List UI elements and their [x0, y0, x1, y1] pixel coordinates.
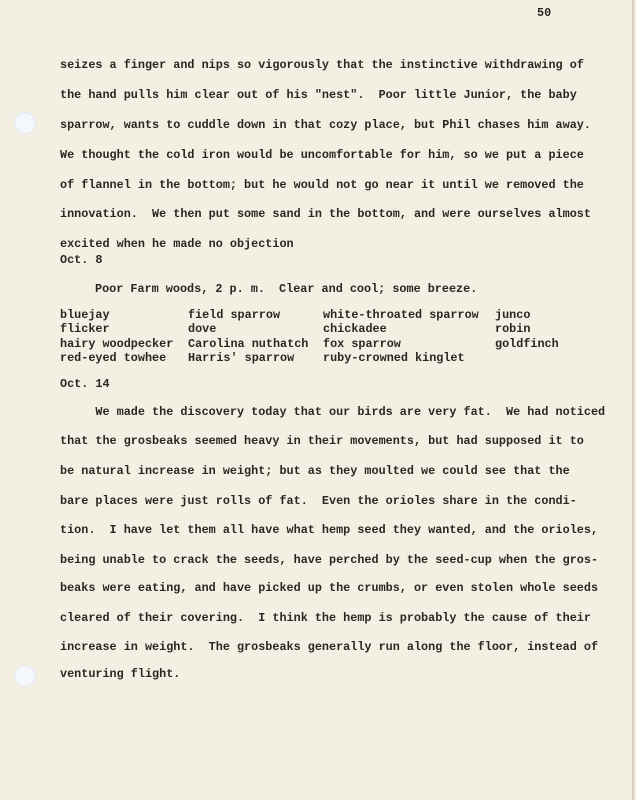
bird-item: Carolina nuthatch [188, 337, 309, 351]
entry-date: Oct. 14 [60, 377, 110, 391]
bird-item: red-eyed towhee [60, 351, 167, 365]
text-line: increase in weight. The grosbeaks generally run along the floor, instead of [60, 640, 599, 654]
text-line: that the grosbeaks seemed heavy in their movements, but had supposed it to [60, 434, 584, 448]
text-line: the hand pulls him clear out of his "nest". Poor little Junior, the baby [60, 88, 577, 102]
text-line: innovation. We then put some sand in the bottom, and were ourselves almost [60, 207, 591, 221]
bird-item: white-throated sparrow [323, 308, 479, 322]
bird-item: bluejay [60, 308, 110, 322]
bird-item: flicker [60, 322, 110, 336]
text-line: bare places were just rolls of fat. Even the orioles share in the condi- [60, 494, 577, 508]
bird-item: junco [495, 308, 531, 322]
text-line: seizes a finger and nips so vigorously that the instinctive withdrawing of [60, 58, 584, 72]
page-number: 50 [537, 6, 552, 20]
text-line: beaks were eating, and have picked up the crumbs, or even stolen whole seeds [60, 581, 599, 595]
bird-item: Harris' sparrow [188, 351, 295, 365]
binder-hole [14, 112, 36, 134]
binder-hole [14, 665, 36, 687]
text-line: We thought the cold iron would be uncomfortable for him, so we put a piece [60, 148, 584, 162]
bird-item: robin [495, 322, 531, 336]
bird-item: hairy woodpecker [60, 337, 174, 351]
bird-item: ruby-crowned kinglet [323, 351, 465, 365]
text-line: cleared of their covering. I think the hemp is probably the cause of their [60, 611, 591, 625]
text-line: venturing flight. [60, 667, 181, 681]
bird-item: chickadee [323, 322, 387, 336]
text-line: tion. I have let them all have what hemp seed they wanted, and the orioles, [60, 523, 599, 537]
text-line: being unable to crack the seeds, have perched by the seed-cup when the gros- [60, 553, 599, 567]
text-line: excited when he made no objection [60, 237, 294, 251]
text-line: be natural increase in weight; but as they moulted we could see that the [60, 464, 570, 478]
bird-item: dove [188, 322, 217, 336]
text-line: We made the discovery today that our birds are very fat. We had noticed [60, 405, 606, 419]
entry-date: Oct. 8 [60, 253, 103, 267]
bird-item: fox sparrow [323, 337, 401, 351]
bird-item: field sparrow [188, 308, 281, 322]
entry-note: Poor Farm woods, 2 p. m. Clear and cool; some breeze. [95, 282, 478, 296]
text-line: of flannel in the bottom; but he would not go near it until we removed the [60, 178, 584, 192]
text-line: sparrow, wants to cuddle down in that cozy place, but Phil chases him away. [60, 118, 591, 132]
bird-item: goldfinch [495, 337, 559, 351]
